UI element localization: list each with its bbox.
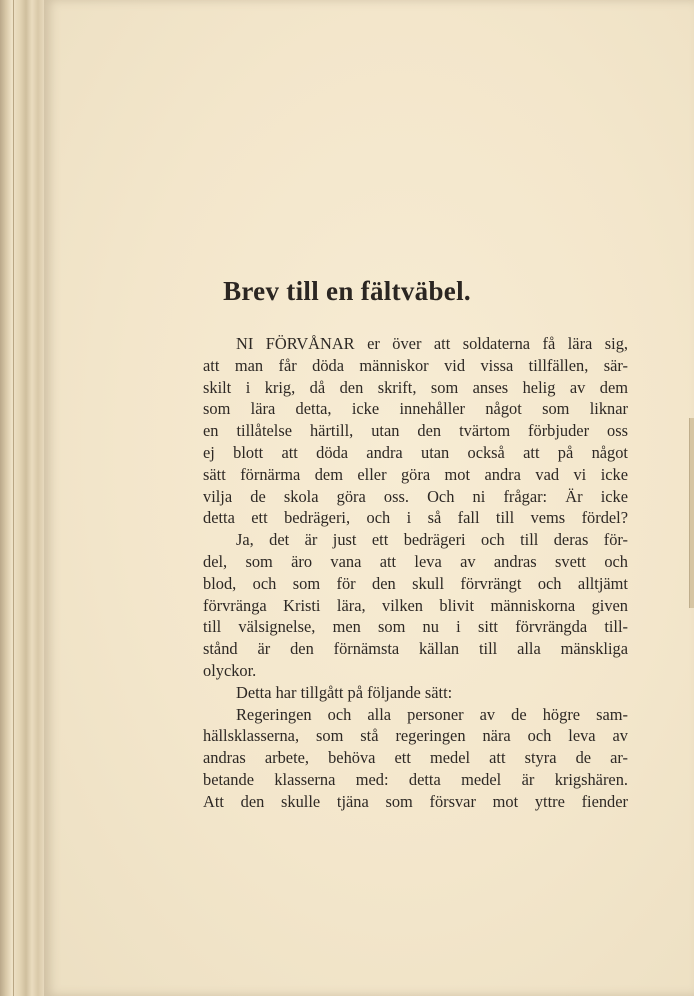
text-line: detta ett bedrägeri, och i så fall till vems fördel?: [203, 508, 628, 528]
text-line: Regeringen och alla personer av de högre sam-: [236, 704, 628, 724]
text-line: Ja, det är just ett bedrägeri och till deras för-: [236, 530, 628, 550]
body-text: [203, 333, 628, 813]
text-line: förvränga Kristi lära, vilken blivit människorna given: [203, 595, 628, 615]
text-line: att man får döda människor vid vissa tillfällen, sär-: [203, 355, 628, 375]
text-line: sätt förnärma dem eller göra mot andra vad vi icke: [203, 464, 628, 484]
text-line: del, som äro vana att leva av andras svett och: [203, 551, 628, 571]
text-line: hällsklasserna, som stå regeringen nära och leva av: [203, 726, 628, 746]
text-line: ej blott att döda andra utan också att på något: [203, 442, 628, 462]
page-edge: [689, 418, 694, 608]
text-line: betande klasserna med: detta medel är krigshären.: [203, 769, 628, 789]
text-line: Detta har tillgått på följande sätt:: [236, 682, 453, 702]
text-line: som lära detta, icke innehåller något som liknar: [203, 399, 628, 419]
text-line: blod, och som för den skull förvrängt och alltjämt: [203, 573, 628, 593]
text-line: andras arbete, behöva ett medel att styra de ar-: [203, 748, 628, 768]
text-line: stånd är den förnämsta källan till alla mänskliga: [203, 639, 628, 659]
text-line: Att den skulle tjäna som försvar mot yttre fiender: [203, 791, 628, 811]
book-binding: [0, 0, 44, 996]
text-line: skilt i krig, då den skrift, som anses helig av dem: [203, 377, 628, 397]
text-line: vilja de skola göra oss. Och ni frågar: Är icke: [203, 486, 628, 506]
text-line: NI FÖRVÅNAR er över att soldaterna få lära sig,: [236, 334, 628, 353]
text-line: en tillåtelse härtill, utan den tvärtom förbjuder oss: [203, 421, 628, 441]
text-line: till välsignelse, men som nu i sitt förvrängda till-: [203, 617, 628, 637]
page-title: Brev till en fältväbel.: [223, 276, 471, 306]
text-line: olyckor.: [203, 660, 257, 680]
